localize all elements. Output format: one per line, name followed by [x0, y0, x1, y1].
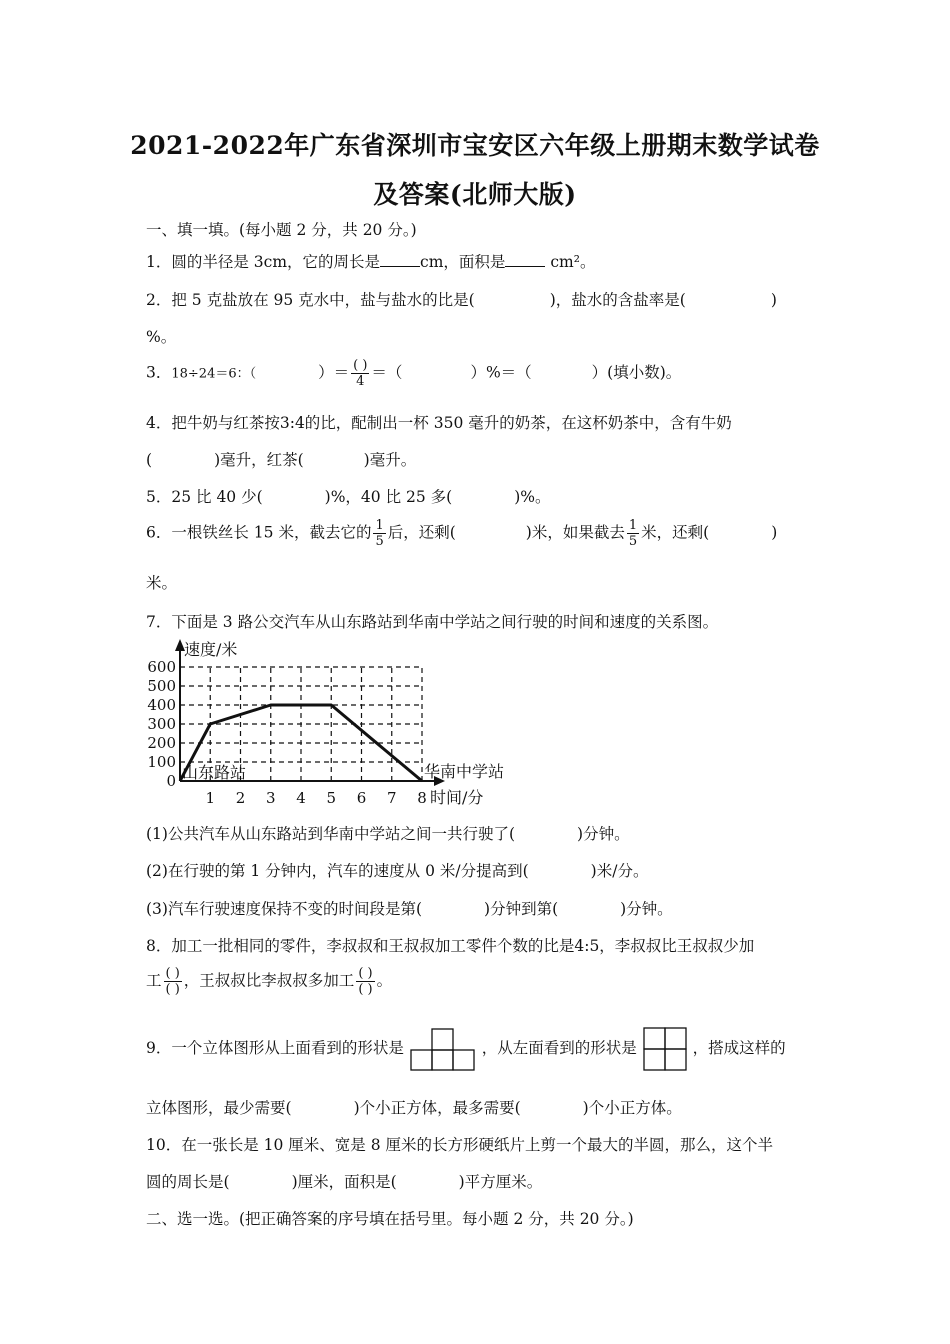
x-tick-label: 2: [235, 789, 246, 807]
q7-sub1-text-b: )分钟。: [577, 825, 630, 843]
q7-sub3-text-b: )分钟到第(: [484, 900, 559, 918]
q9-text-b: ，从左面看到的形状是: [481, 1039, 637, 1057]
q7-sub3-text-a: (3)汽车行驶速度保持不变的时间段是第(: [146, 900, 423, 918]
q8-frac1-num[interactable]: ( ): [165, 966, 180, 981]
q3-text-b: 18÷24＝6：（: [171, 366, 257, 382]
doc-title-line2: 及答案(北师大版): [373, 180, 577, 209]
question-9-cont: [146, 1096, 682, 1118]
q8-fraction-1: [164, 966, 182, 997]
q8-text-d: 。: [376, 971, 393, 990]
question-7-sub2: [146, 859, 648, 881]
x-tick-label: 5: [326, 789, 337, 807]
question-8-cont: [146, 966, 392, 997]
question-1: [146, 250, 595, 272]
q3-text-f: ）(填小数)。: [591, 363, 682, 382]
question-7-sub3: [146, 897, 673, 919]
y-tick-label: 500: [147, 677, 176, 695]
q10-text-b: 圆的周长是(: [146, 1173, 230, 1191]
chart-start-label: 山东路站: [182, 763, 247, 782]
y-tick-label: 0: [166, 772, 176, 790]
q9-text-d: 立体图形，最少需要(: [146, 1099, 292, 1117]
q3-frac-num[interactable]: ( ): [353, 358, 368, 373]
y-tick-label: 400: [147, 696, 176, 714]
q5-text-b: )%，40 比 25 多(: [324, 488, 453, 506]
q9-text-e: )个小正方体，最多需要(: [353, 1099, 521, 1117]
chart-ylabel: 速度/米: [184, 640, 238, 659]
q2-text-a: 2．把 5 克盐放在 95 克水中，盐与盐水的比是(: [146, 291, 475, 309]
q3-frac-den: 4: [356, 374, 365, 389]
top-view-shape: [409, 1027, 477, 1071]
y-tick-label: 200: [147, 734, 176, 752]
x-tick-label: 6: [356, 789, 367, 807]
question-6-cont: 米。: [146, 574, 178, 592]
q3-text-a: 3．: [146, 363, 172, 382]
section2-heading: 二、选一选。(把正确答案的序号填在括号里。每小题 2 分，共 20 分。): [146, 1210, 634, 1228]
doc-title-line1: 2021-2022年广东省深圳市宝安区六年级上册期末数学试卷: [130, 131, 820, 160]
y-tick-label: 300: [147, 715, 176, 733]
question-10: 10．在一张长是 10 厘米、宽是 8 厘米的长方形硬纸片上剪一个最大的半圆，那么，这个半: [146, 1136, 774, 1154]
q6-frac1-num: 1: [375, 518, 384, 533]
q7-sub2-text-a: (2)在行驶的第 1 分钟内，汽车的速度从 0 米/分提高到(: [146, 862, 529, 880]
q3-text-e: ）%＝（: [470, 363, 532, 382]
q7-sub1-text-a: (1)公共汽车从山东路站到华南中学站之间一共行驶了(: [146, 825, 516, 843]
y-tick-label: 600: [147, 658, 176, 676]
q7-sub3-text-c: )分钟。: [620, 900, 673, 918]
q8-frac1-den[interactable]: ( ): [165, 982, 180, 997]
question-7: 7．下面是 3 路公交汽车从山东路站到华南中学站之间行驶的时间和速度的关系图。: [146, 613, 719, 631]
q2-text-c: ): [770, 291, 777, 309]
q9-text-f: )个小正方体。: [582, 1099, 682, 1117]
q5-text-c: )%。: [514, 488, 551, 506]
x-tick-label: 8: [417, 789, 427, 807]
question-2-cont: %。: [146, 328, 177, 346]
q1-text-b: cm，面积是: [420, 253, 506, 271]
q3-fraction: [351, 358, 369, 389]
q3-text-c: ）＝: [318, 363, 350, 382]
section1-heading: 一、填一填。(每小题 2 分，共 20 分。): [146, 221, 417, 239]
q1-blank-circumference[interactable]: [380, 252, 420, 267]
q6-frac1-den: 5: [375, 534, 384, 549]
q4-text-b: (: [146, 451, 153, 469]
question-2: [146, 288, 816, 310]
q4-text-c: )毫升，红茶(: [214, 451, 304, 469]
q4-text-d: )毫升。: [363, 451, 417, 469]
question-3: [146, 358, 681, 389]
q6-text-e: ): [771, 523, 778, 542]
question-7-sub1: [146, 822, 630, 844]
question-9: [146, 1026, 786, 1072]
x-tick-label: 1: [205, 789, 216, 807]
q3-text-d: ＝（: [371, 363, 403, 382]
q9-text-a: 9．一个立体图形从上面看到的形状是: [146, 1039, 404, 1057]
q9-text-c: ，搭成这样的: [692, 1039, 786, 1057]
q1-text-c: cm²。: [545, 253, 596, 271]
y-tick-label: 100: [147, 753, 176, 771]
q6-text-c: )米，如果截去: [525, 523, 625, 542]
q8-frac2-den[interactable]: ( ): [358, 982, 373, 997]
q8-fraction-2: [356, 966, 374, 997]
left-view-shape: [642, 1026, 688, 1072]
q10-text-c: )厘米，面积是(: [291, 1173, 397, 1191]
question-6: [146, 518, 816, 549]
q6-fraction-1: [373, 518, 385, 549]
q10-text-d: )平方厘米。: [458, 1173, 543, 1191]
q2-text-b: )，盐水的含盐率是(: [549, 291, 686, 309]
q8-text-c: ，王叔叔比李叔叔多加工: [183, 971, 355, 990]
x-tick-label: 4: [296, 789, 306, 807]
q8-text-b: 工: [146, 971, 162, 990]
question-4-cont: [146, 448, 416, 470]
q6-frac2-num: 1: [628, 518, 638, 533]
q8-frac2-num[interactable]: ( ): [358, 966, 373, 981]
question-8: 8．加工一批相同的零件，李叔叔和王叔叔加工零件个数的比是4:5，李叔叔比王叔叔少加: [146, 937, 755, 955]
q6-text-a: 6．一根铁丝长 15 米，截去它的: [146, 523, 372, 542]
chart-xlabel: 时间/分: [430, 788, 484, 807]
chart-ticks: [147, 658, 426, 807]
q7-sub2-text-b: )米/分。: [590, 862, 649, 880]
q6-text-b: 后，还剩(: [387, 523, 456, 542]
q6-fraction-2: [627, 518, 639, 549]
question-10-cont: [146, 1170, 542, 1192]
question-4: 4．把牛奶与红茶按3:4的比，配制出一杯 350 毫升的奶茶，在这杯奶茶中，含有牛奶: [146, 414, 732, 432]
q1-blank-area[interactable]: [505, 252, 545, 267]
x-tick-label: 7: [386, 789, 397, 807]
q6-text-d: 米，还剩(: [641, 523, 710, 542]
question-5: [146, 485, 550, 507]
q1-text-a: 1．圆的半径是 3cm，它的周长是: [146, 253, 381, 271]
chart-end-label: 华南中学站: [424, 762, 505, 781]
speed-time-chart: [140, 635, 540, 815]
x-tick-label: 3: [265, 789, 276, 807]
q6-frac2-den: 5: [628, 534, 638, 549]
q5-text-a: 5．25 比 40 少(: [146, 488, 263, 506]
